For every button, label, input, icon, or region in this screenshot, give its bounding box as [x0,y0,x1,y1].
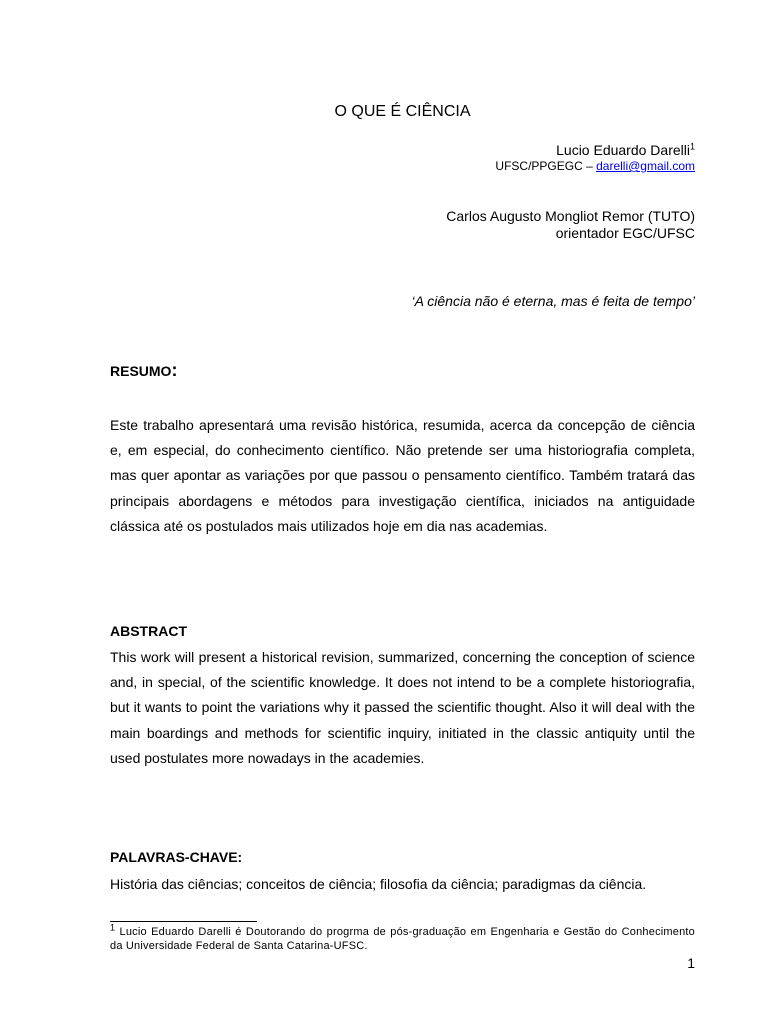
page-number: 1 [687,955,695,971]
abstract-paragraph: This work will present a historical revision, summarized, concerning the conception of science and, in special, of the scientific knowledge. It does not intend to be a complete historiografia, but it wants to point the variations why it passed the scientific thought. Also it will deal with the main boardings and methods for scientific inquiry, initiated in the classic antiquity until the used postulates more nowadays in the academies. [110,649,695,766]
author-email-link[interactable]: darelli@gmail.com [596,159,695,173]
resumo-heading-text: RESUMO [110,363,172,379]
author-line [495,142,695,159]
footnote-number: 1 [110,922,116,933]
author-affiliation [495,159,695,174]
affiliation-text: UFSC/PPGEGC – [495,159,597,173]
resumo-paragraph: Este trabalho apresentará uma revisão histórica, resumida, acerca da concepção de ciência e, em especial, do conhecimento científico. Não pretende ser uma historiografia completa, mas quer apontar as variações por que passou o pensamento científico. Também tratará das principais abordagens e métodos para investigação científica, iniciados na antiguidade clássica até os postulados mais utilizados hoje em dia nas academias. [110,417,695,534]
resumo-heading-colon: : [171,360,178,380]
footnote-separator [110,921,257,922]
footnote [110,922,695,953]
author-block-advisor [446,208,695,242]
footnote-marker: 1 [689,141,695,152]
author-name: Lucio Eduardo Darelli [556,142,690,158]
abstract-heading: ABSTRACT [110,623,187,639]
footnote-text: Lucio Eduardo Darelli é Doutorando do progrma de pós-graduação em Engenharia e Gestão do Conhecimento da Universidade Federal de Santa Catarina-UFSC. [110,926,695,952]
epigraph: ‘A ciência não é eterna, mas é feita de tempo’ [411,293,695,309]
author-block-primary [495,142,695,174]
keywords-paragraph: História das ciências; conceitos de ciência; filosofia da ciência; paradigmas da ciência. [110,876,647,892]
keywords-heading: PALAVRAS-CHAVE: [110,849,243,865]
advisor-role: orientador EGC/UFSC [555,225,695,241]
advisor-name: Carlos Augusto Mongliot Remor (TUTO) [446,208,695,224]
paper-title: O QUE É CIÊNCIA [334,103,471,120]
resumo-heading [110,360,177,381]
